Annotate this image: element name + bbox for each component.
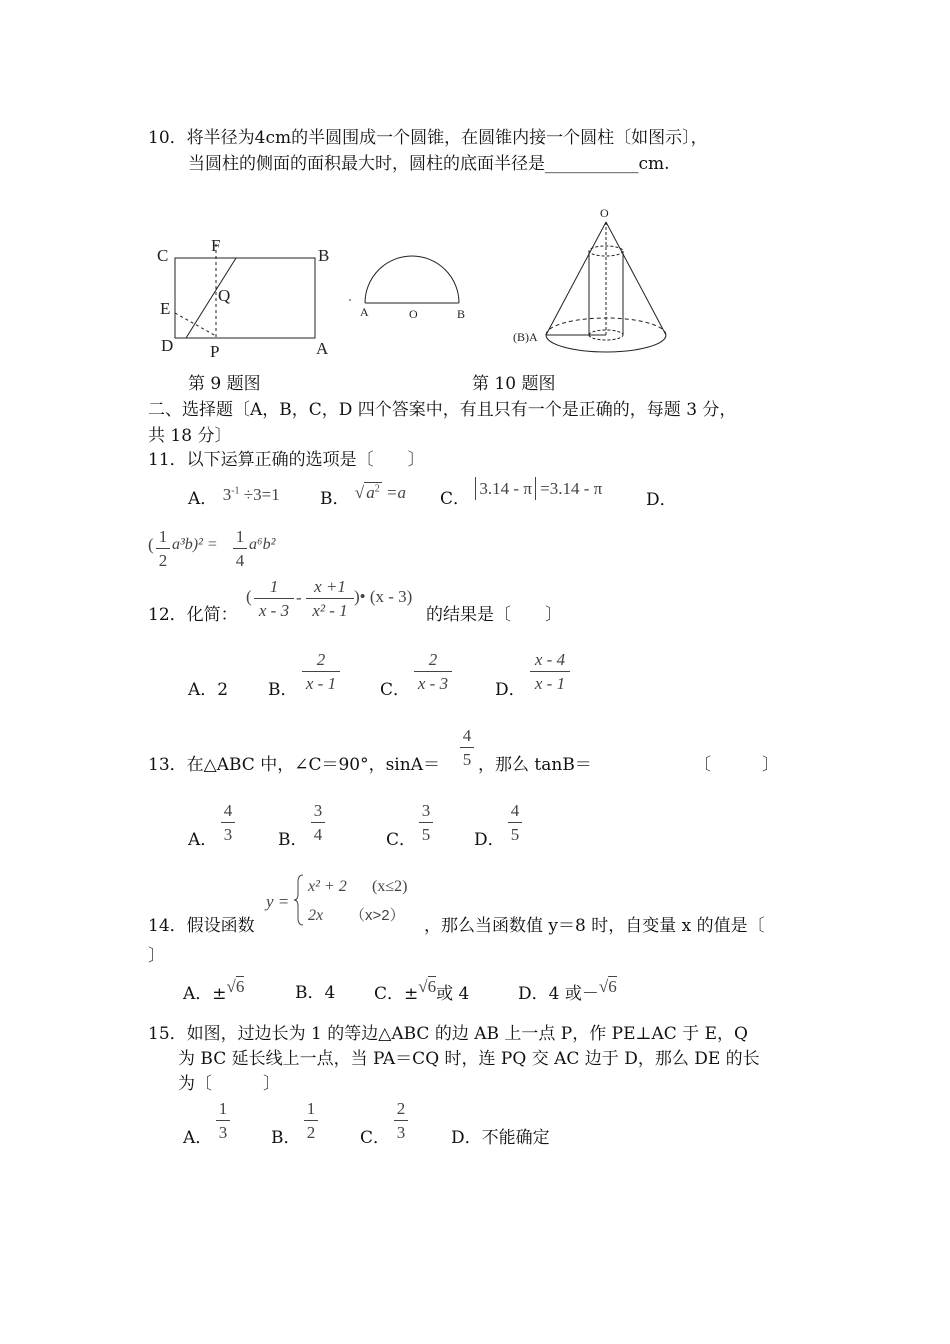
fig9-ep-dashed: [175, 313, 216, 336]
q11-d-frac-right-num: 1: [235, 527, 245, 546]
q12-option-d[interactable]: D．: [495, 680, 526, 700]
q14-d-label: D．4 或－: [518, 984, 599, 1004]
fig9-label-q: Q: [218, 286, 231, 305]
q12-frac2-num: x +1: [314, 577, 346, 596]
q11-a-rest: ÷3=1: [239, 485, 280, 504]
q12-tail: 的结果是〔 〕: [426, 605, 562, 625]
q11-option-a[interactable]: [188, 485, 280, 509]
fig10-cone-label-apex: O: [600, 206, 609, 220]
q15-option-c[interactable]: C．: [360, 1128, 391, 1148]
q13-option-d[interactable]: D．: [474, 830, 505, 850]
q15-b-frac: [304, 1100, 318, 1141]
q12-d-den: x - 1: [534, 674, 566, 693]
q15-a-frac: [216, 1100, 230, 1141]
q11-d-frac-left-bar: [156, 548, 170, 549]
q10-text-2: 当圆柱的侧面的面积最大时，圆柱的底面半径是: [188, 154, 545, 174]
q12-frac1-bar: [254, 598, 294, 599]
q11-d-frac-right-bar: [233, 548, 247, 549]
q14-case2: 2x: [308, 907, 324, 924]
q13-c-frac: [419, 802, 433, 843]
q10-line1: [148, 130, 708, 147]
q13-d-num: 4: [510, 801, 520, 820]
q10-number: 10．: [148, 128, 187, 148]
q14-close: 〕: [148, 946, 165, 966]
q11-b-label: B．: [320, 489, 350, 509]
q14-c-sqrt: [418, 977, 436, 996]
q13-d-den: 5: [510, 825, 520, 844]
q11-d-frac-right: [233, 528, 247, 569]
q11-c-absolute: 3.14 - π: [475, 477, 536, 500]
figure-9: [150, 230, 340, 365]
q11-b-radicand: a: [366, 483, 375, 502]
q11-c-label: C．: [440, 489, 471, 509]
q11-b-exponent: 2: [374, 483, 380, 495]
fig10-semicircle-label-o: O: [409, 307, 418, 321]
q14-label: 14．假设函数: [148, 916, 255, 936]
q13-option-c[interactable]: C．: [386, 830, 417, 850]
q12-c-num: 2: [428, 650, 438, 669]
q12-d-frac: [530, 651, 570, 692]
q15-b-bar: [304, 1120, 318, 1121]
q15-c-bar: [394, 1120, 408, 1121]
q14-a-sqrt: [227, 977, 245, 996]
q15-a-den: 3: [218, 1123, 228, 1142]
q11-a-exponent: -1: [231, 485, 240, 497]
q14-option-b[interactable]: B．4: [295, 983, 336, 1003]
q13-stem-pre: 13．在△ABC 中，∠C＝90°，sinA＝: [148, 755, 440, 775]
fig10-caption: 第 10 题图: [472, 374, 556, 394]
fig9-label-f: F: [211, 236, 221, 255]
q12-c-den: x - 3: [417, 674, 449, 693]
q11-d-right-body: a⁶b²: [249, 536, 276, 553]
q14-d-sqrt-icon: √: [598, 977, 609, 996]
q15-option-d[interactable]: D．不能确定: [451, 1128, 550, 1148]
q11-a-base: 3: [222, 485, 232, 504]
q10-answer-blank[interactable]: ___________: [545, 154, 639, 174]
q12-close: )• (x - 3): [354, 587, 413, 606]
q15-a-num: 1: [218, 1099, 228, 1118]
q14-c-tail: 或 4: [436, 984, 470, 1004]
fig9-label-e: E: [160, 299, 171, 318]
q12-option-b[interactable]: B．: [268, 680, 298, 700]
q11-d-frac-left-num: 1: [158, 527, 168, 546]
q12-open: (: [246, 587, 252, 606]
q10-unit: cm.: [638, 154, 670, 174]
q11-c-expr: [475, 477, 602, 500]
q15-option-a[interactable]: A．: [183, 1128, 213, 1148]
q13-c-den: 5: [421, 825, 431, 844]
q13-b-num: 3: [313, 801, 323, 820]
q15-c-num: 2: [396, 1099, 406, 1118]
q11-a-label: A．: [188, 489, 218, 509]
q11-d-frac-left: [156, 528, 170, 569]
fig9-label-d: D: [161, 336, 174, 355]
fig9-caption: 第 9 题图: [188, 374, 261, 394]
q13-option-b[interactable]: B．: [278, 830, 308, 850]
fig10-semicircle-label-b: B: [457, 307, 466, 321]
q13-a-num: 4: [223, 801, 233, 820]
q11-a-expr: [223, 485, 280, 504]
q14-brace-icon: [294, 874, 304, 926]
figure-10-semicircle: [345, 245, 475, 330]
q13-a-bar: [221, 822, 235, 823]
q13-paren: 〔 〕: [694, 755, 779, 775]
fig9-rectangle: [175, 258, 315, 338]
q10-line2: [188, 156, 670, 173]
fig10-semicircle-label-a: A: [360, 305, 369, 319]
q12-frac2: [306, 578, 354, 619]
q11-d-frac-left-den: 2: [158, 551, 168, 570]
fig10-cone-right-side: [606, 222, 666, 335]
q15-option-b[interactable]: B．: [271, 1128, 301, 1148]
q13-option-a[interactable]: A．: [188, 830, 218, 850]
q15-a-bar: [216, 1120, 230, 1121]
q15-b-den: 2: [306, 1123, 316, 1142]
section2-line2: 共 18 分〕: [148, 426, 232, 446]
q12-frac1-num: 1: [269, 577, 279, 596]
q15-c-frac: [394, 1100, 408, 1141]
q14-a-radicand: 6: [235, 977, 245, 996]
q12-b-den: x - 1: [305, 674, 337, 693]
q14-d-sqrt: [599, 977, 617, 996]
q13-b-frac: [311, 802, 325, 843]
q14-y-eq: y =: [266, 892, 290, 911]
q14-c-radicand: 6: [427, 977, 437, 996]
q13-sin-num: 4: [462, 726, 472, 745]
q14-option-a[interactable]: [183, 977, 245, 1004]
fig10-dot: [349, 299, 351, 301]
q15-line2: 为 BC 延长线上一点，当 PA＝CQ 时，连 PQ 交 AC 边于 D，那么 DE 的长: [178, 1049, 760, 1069]
q13-d-frac: [508, 802, 522, 843]
fig9-label-a: A: [316, 339, 329, 358]
q11-c-rest: =3.14 - π: [535, 479, 603, 498]
q14-cond2: （x>2）: [350, 907, 405, 924]
q13-b-den: 4: [313, 825, 323, 844]
q13-sin-den: 5: [462, 750, 472, 769]
q13-d-bar: [508, 822, 522, 823]
q12-frac2-bar: [306, 598, 354, 599]
q12-c-bar: [414, 671, 452, 672]
q12-option-c[interactable]: C．: [380, 680, 411, 700]
q14-d-radicand: 6: [608, 977, 617, 996]
fig10-semicircle-arc: [365, 256, 459, 303]
q13-b-bar: [311, 822, 325, 823]
fig10-cylinder-base-front: [589, 335, 623, 340]
q11-b-rest: =a: [381, 483, 406, 502]
q13-stem-post: ，那么 tanB＝: [478, 755, 592, 775]
q14-cond1: (x≤2): [372, 878, 408, 895]
q13-a-frac: [221, 802, 235, 843]
q13-sin-frac: [460, 727, 474, 768]
q12-d-num: x - 4: [534, 650, 566, 669]
q12-minus: -: [296, 588, 302, 607]
q11-b-sqrt-icon: √: [354, 483, 365, 502]
section2-line1: 二、选择题〔A，B，C，D 四个答案中，有且只有一个是正确的，每题 3 分，: [148, 400, 737, 420]
q12-c-frac: [414, 651, 452, 692]
q11-d-left-body: a³b)² =: [172, 536, 218, 553]
q12-frac1: [254, 578, 294, 619]
q14-c-label: C．±: [374, 984, 419, 1004]
q11-option-c[interactable]: [440, 479, 603, 509]
fig10-cone-label-base: (B)A: [513, 330, 538, 344]
q15-c-den: 3: [396, 1123, 406, 1142]
q14-tail: ，那么当函数值 y＝8 时，自变量 x 的值是〔: [424, 916, 765, 936]
q11-d-frac-right-den: 4: [235, 551, 245, 570]
q11-option-b[interactable]: [320, 483, 406, 509]
q11-d-open: (: [148, 535, 154, 554]
q12-frac2-den: x² - 1: [312, 601, 348, 620]
q11-d-label[interactable]: D．: [646, 490, 677, 510]
q13-a-den: 3: [223, 825, 233, 844]
q13-sin-bar: [460, 747, 474, 748]
q12-frac1-den: x - 3: [258, 601, 290, 620]
q12-label: 12．化简：: [148, 605, 238, 625]
q14-c-sqrt-icon: √: [418, 977, 428, 996]
q14-option-d[interactable]: [518, 977, 617, 1004]
q11-b-expr: [355, 482, 406, 502]
q12-b-num: 2: [316, 650, 326, 669]
q15-line3: 为〔 〕: [178, 1074, 280, 1094]
q13-c-num: 3: [421, 801, 431, 820]
q15-line1: 15．如图，过边长为 1 的等边△ABC 的边 AB 上一点 P，作 PE⊥AC 于 E，Q: [148, 1024, 748, 1044]
q12-b-frac: [302, 651, 340, 692]
q14-case1: x² + 2: [308, 878, 347, 895]
fig10-cone-base-front: [546, 335, 666, 352]
q10-text-1: 将半径为4cm的半圆围成一个圆锥，在圆锥内接一个圆柱〔如图示〕，: [186, 128, 708, 148]
q11-stem: 11．以下运算正确的选项是〔 〕: [148, 450, 425, 470]
q14-option-c[interactable]: [374, 977, 470, 1004]
q13-c-bar: [419, 822, 433, 823]
fig9-label-c: C: [157, 246, 169, 265]
fig9-label-p: P: [210, 342, 220, 361]
q12-option-a[interactable]: A．2: [188, 680, 229, 700]
figure-10-cone: [508, 202, 678, 367]
q14-a-label: A．±: [183, 984, 227, 1004]
q12-d-bar: [530, 671, 570, 672]
q15-b-num: 1: [306, 1099, 316, 1118]
q12-b-bar: [302, 671, 340, 672]
fig9-label-b: B: [318, 246, 330, 265]
q14-a-sqrt-icon: √: [226, 977, 236, 996]
